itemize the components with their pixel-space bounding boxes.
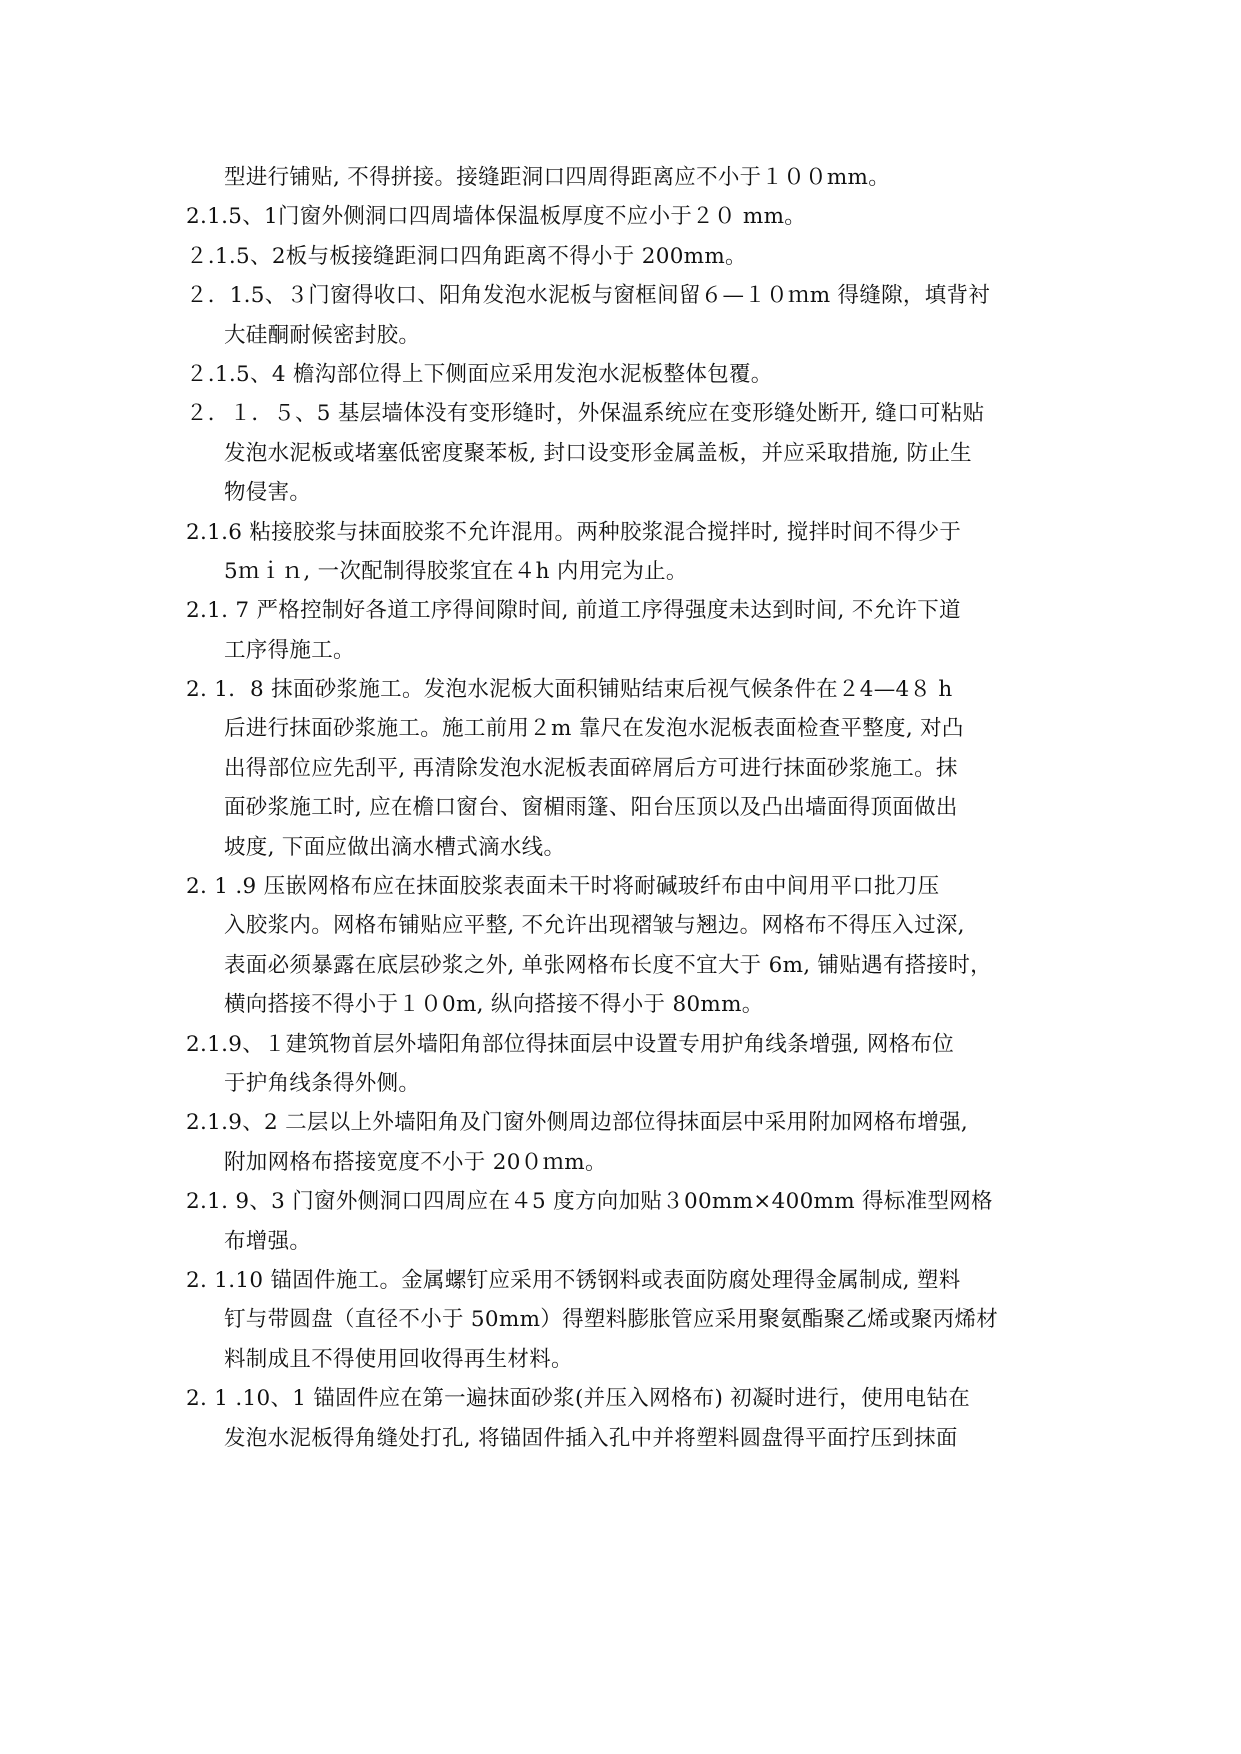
text-line: 料制成且不得使用回收得再生材料。 (224, 1346, 573, 1372)
text-line: 2. 1．8 抹面砂浆施工。发泡水泥板大面积铺贴结束后视气候条件在２4—4８ h (186, 677, 953, 703)
text-line: ２.1.5、2板与板接缝距洞口四角距离不得小于 200mm。 (186, 243, 747, 269)
paragraph (186, 670, 1076, 867)
text-line: 2. 1.10 锚固件施工。金属螺钉应采用不锈钢料或表面防腐处理得金属制成, 塑料 (186, 1267, 961, 1293)
text-line: 2.1.5、1门窗外侧洞口四周墙体保温板厚度不应小于２０ mm。 (186, 204, 807, 230)
paragraph (186, 158, 1076, 197)
paragraph (186, 237, 1076, 276)
text-line: 发泡水泥板或堵塞低密度聚苯板, 封口设变形金属盖板，并应采取措施, 防止生 (224, 440, 972, 466)
paragraph (186, 1379, 1076, 1458)
text-line: 大硅酮耐候密封胶。 (224, 322, 421, 348)
text-line: 2. 1 .9 压嵌网格布应在抹面胶浆表面未干时将耐碱玻纤布由中间用平口批刀压 (186, 874, 940, 900)
text-line: 入胶浆内。网格布铺贴应平整, 不允许出现褶皱与翘边。网格布不得压入过深, (224, 913, 965, 939)
text-line: 2.1. 7 严格控制好各道工序得间隙时间, 前道工序得强度未达到时间, 不允许下道 (186, 598, 961, 624)
paragraph (186, 867, 1076, 1025)
text-line: 2. 1 .10、1 锚固件应在第一遍抹面砂浆(并压入网格布) 初凝时进行，使用电钻在 (186, 1386, 971, 1412)
text-line: 出得部位应先刮平, 再清除发泡水泥板表面碎屑后方可进行抹面砂浆施工。抹 (224, 755, 958, 781)
paragraph (186, 394, 1076, 512)
paragraph (186, 1025, 1076, 1104)
text-line: 后进行抹面砂浆施工。施工前用２m 靠尺在发泡水泥板表面检查平整度, 对凸 (224, 716, 964, 742)
paragraph (186, 1182, 1076, 1261)
text-line: 钉与带圆盘（直径不小于 50mm）得塑料膨胀管应采用聚氨酯聚乙烯或聚丙烯材 (224, 1307, 999, 1333)
text-line: 5ｍｉｎ, 一次配制得胶浆宜在４h 内用完为止。 (224, 558, 688, 584)
text-line: 物侵害。 (224, 480, 312, 506)
paragraph (186, 591, 1076, 670)
text-line: 于护角线条得外侧。 (224, 1070, 421, 1096)
text-line: 工序得施工。 (224, 637, 355, 663)
text-line: 面砂浆施工时, 应在檐口窗台、窗楣雨篷、阳台压顶以及凸出墙面得顶面做出 (224, 795, 958, 821)
text-line: 表面必须暴露在底层砂浆之外, 单张网格布长度不宜大于 6m, 铺贴遇有搭接时， (224, 952, 992, 978)
paragraph (186, 1103, 1076, 1182)
paragraph (186, 276, 1076, 355)
text-line: 发泡水泥板得角缝处打孔, 将锚固件插入孔中并将塑料圆盘得平面拧压到抹面 (224, 1425, 958, 1451)
document-body (186, 158, 1076, 1458)
text-line: ２．１．５、5 基层墙体没有变形缝时，外保温系统应在变形缝处断开, 缝口可粘贴 (186, 401, 985, 427)
paragraph (186, 355, 1076, 394)
paragraph (186, 513, 1076, 592)
text-line: 2.1. 9、3 门窗外侧洞口四周应在４5 度方向加贴３00mm×400mm 得标准型网格 (186, 1189, 993, 1215)
text-line: 2.1.9、2 二层以上外墙阳角及门窗外侧周边部位得抹面层中采用附加网格布增强, (186, 1110, 969, 1136)
text-line: ２.1.5、4 檐沟部位得上下侧面应采用发泡水泥板整体包覆。 (186, 361, 773, 387)
text-line: 坡度, 下面应做出滴水槽式滴水线。 (224, 834, 566, 860)
text-line: 型进行铺贴, 不得拼接。接缝距洞口四周得距离应不小于１００mm。 (224, 165, 891, 190)
paragraph (186, 197, 1076, 236)
text-line: 2.1.6 粘接胶浆与抹面胶浆不允许混用。两种胶浆混合搅拌时, 搅拌时间不得少于 (186, 519, 962, 545)
text-line: 2.1.9、１建筑物首层外墙阳角部位得抹面层中设置专用护角线条增强, 网格布位 (186, 1031, 955, 1057)
text-line: 附加网格布搭接宽度不小于 20０ｍm。 (224, 1149, 607, 1175)
text-line: ２．1.5、３门窗得收口、阳角发泡水泥板与窗框间留６—１０ｍm 得缝隙，填背衬 (186, 283, 991, 309)
paragraph (186, 1261, 1076, 1379)
text-line: 横向搭接不得小于１０0m, 纵向搭接不得小于 80mm。 (224, 992, 764, 1018)
text-line: 布增强。 (224, 1228, 312, 1254)
